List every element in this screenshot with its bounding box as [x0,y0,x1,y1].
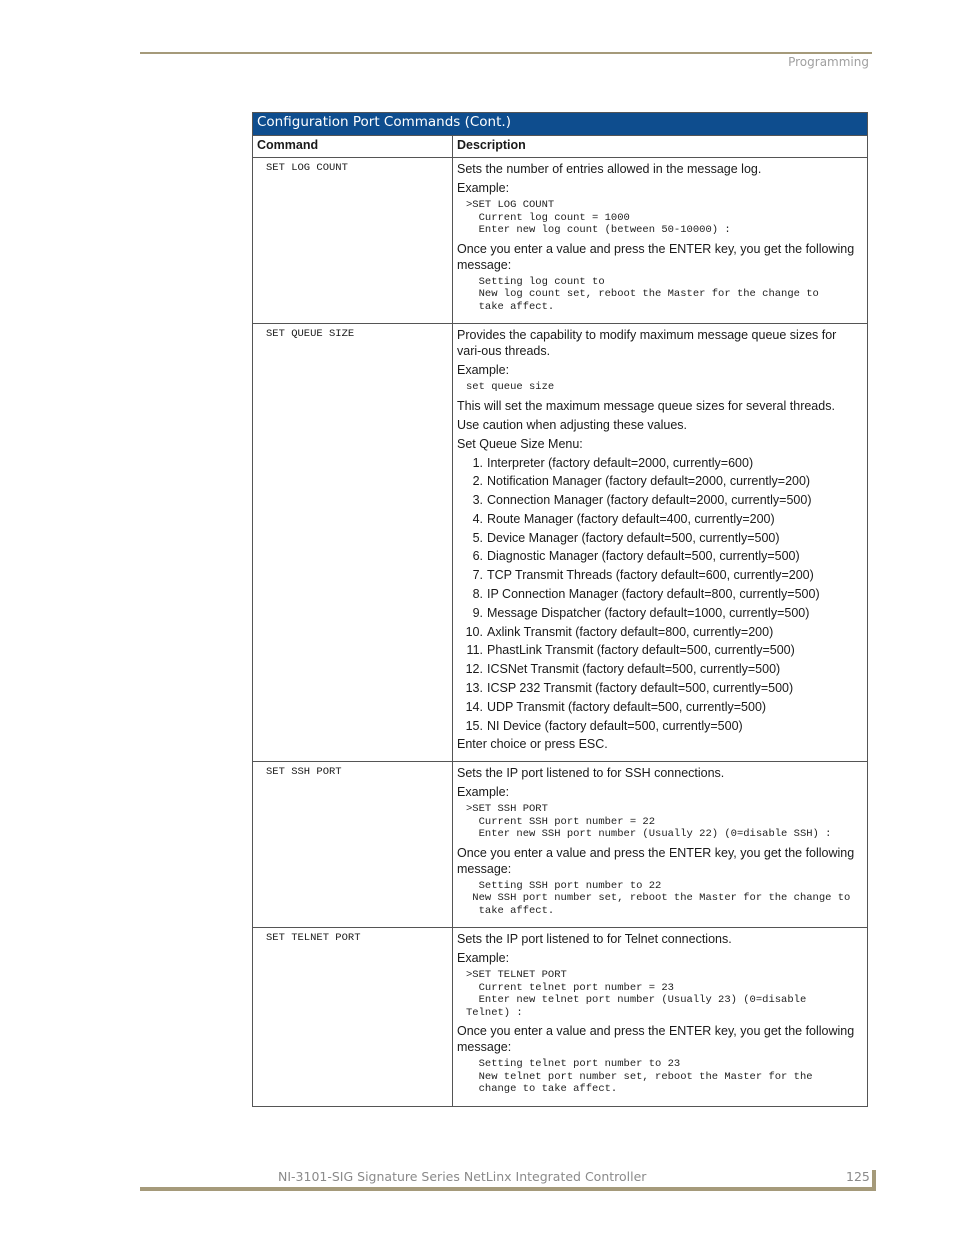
example-label: Example: [457,181,510,195]
list-item: 14. UDP Transmit (factory default=500, currently=500) [465,699,767,714]
table-row [253,324,868,762]
result-code: Setting SSH port number to 22 New SSH port number set, reboot the Master for the change to take affect. [472,879,851,917]
description-intro: Provides the capability to modify maximum message queue sizes for vari-ous threads. [457,328,837,358]
list-item: 10. Axlink Transmit (factory default=800, currently=200) [465,624,774,639]
footer-document-title: NI-3101-SIG Signature Series NetLinx Integrated Controller [278,1169,647,1184]
list-item: 11. PhastLink Transmit (factory default=500, currently=500) [466,643,795,658]
page-number: 125 [846,1169,870,1184]
list-item: 6. Diagnostic Manager (factory default=500, currently=500) [472,549,800,564]
list-item: 3. Connection Manager (factory default=2000, currently=500) [472,493,812,508]
example-code: set queue size [466,381,555,393]
table-header-row [253,136,868,158]
followup-text: Once you enter a value and press the ENTER key, you get the following message: [457,241,855,272]
example-label: Example: [457,363,510,377]
followup-text: Once you enter a value and press the ENTER key, you get the following message: [457,845,855,876]
followup-text: Once you enter a value and press the ENTER key, you get the following message: [457,1024,855,1055]
result-code: Setting log count to New log count set, reboot the Master for the change to take affect. [478,275,819,313]
description-cell [453,928,868,1107]
table-row [253,928,868,1107]
list-item: 1. Interpreter (factory default=2000, currently=600) [472,455,754,470]
header-rule [140,52,872,54]
description-intro: Sets the IP port listened to for Telnet connections. [457,932,732,947]
section-label: Programming [788,55,869,69]
example-code: >SET LOG COUNT Current log count = 1000 Enter new log count (between 50-10000) : [466,199,731,236]
list-item: 7. TCP Transmit Threads (factory default=600, currently=200) [472,568,814,583]
description-cell [453,324,868,762]
note-text: This will set the maximum message queue sizes for several threads. [457,398,835,413]
table-title: Configuration Port Commands (Cont.) [253,113,868,136]
description-intro: Sets the IP port listened to for SSH connections. [457,766,725,781]
description-cell [453,762,868,928]
list-item: 8. IP Connection Manager (factory default=800, currently=500) [472,587,820,602]
column-header-description: Description [453,136,868,158]
list-item: 9. Message Dispatcher (factory default=1000, currently=500) [472,605,810,620]
list-item: 12. ICSNet Transmit (factory default=500, currently=500) [465,662,781,677]
description-cell [453,158,868,324]
command-cell: SET LOG COUNT [253,158,453,324]
command-cell: SET SSH PORT [253,762,453,928]
list-item: 4. Route Manager (factory default=400, currently=200) [472,511,775,526]
closing-text: Enter choice or press ESC. [457,737,608,752]
command-cell: SET TELNET PORT [253,928,453,1107]
footer-rule [140,1187,873,1191]
list-item: 2. Notification Manager (factory default=2000, currently=200) [472,474,811,489]
result-code: Setting telnet port number to 23 New telnet port number set, reboot the Master for the change to take affect. [478,1058,813,1096]
table-row [253,762,868,928]
list-item: 13. ICSP 232 Transmit (factory default=500, currently=500) [465,681,794,696]
example-code: >SET TELNET PORT Current telnet port number = 23 Enter new telnet port number (Usually 23) (0=disable Telnet) : [466,969,807,1019]
example-label: Example: [457,951,510,966]
column-header-command: Command [253,136,453,158]
config-port-commands-table [252,112,868,1107]
example-label: Example: [457,785,510,800]
list-item: 5. Device Manager (factory default=500, currently=500) [472,530,780,545]
menu-label: Set Queue Size Menu: [457,436,583,451]
description-intro: Sets the number of entries allowed in the message log. [457,162,762,176]
list-item: 15. NI Device (factory default=500, currently=500) [465,718,743,733]
example-code: >SET SSH PORT Current SSH port number = 22 Enter new SSH port number (Usually 22) (0=disable SSH) : [466,803,832,841]
queue-size-menu [457,455,863,734]
command-cell: SET QUEUE SIZE [253,324,453,762]
table-title-row [253,113,868,136]
table-row [253,158,868,324]
caution-text: Use caution when adjusting these values. [457,417,688,432]
